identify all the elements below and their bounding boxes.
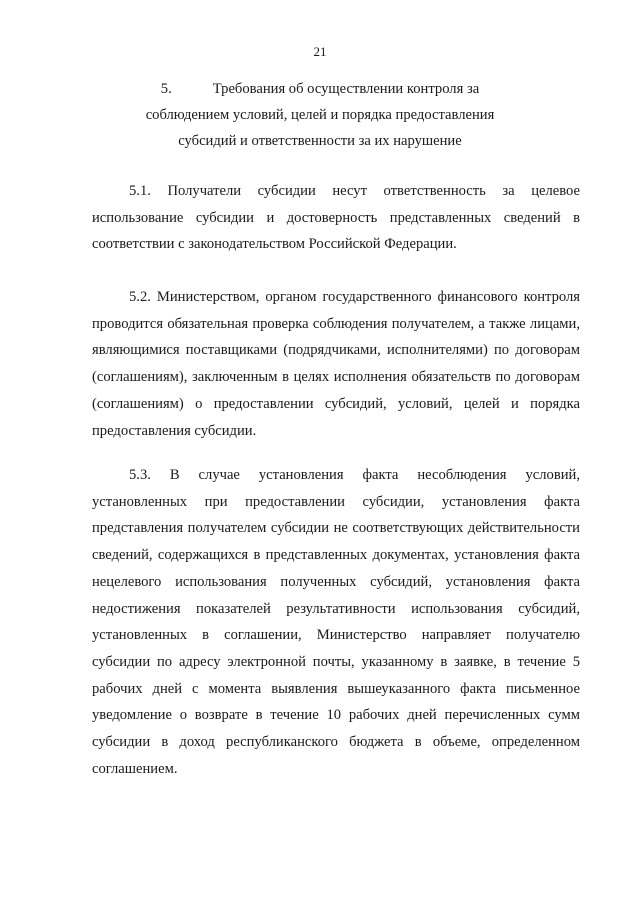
paragraph-number: 5.3. (129, 467, 151, 483)
paragraph-number: 5.1. (129, 183, 151, 199)
paragraph-text: Министерством, органом государственного финансового контроля проводится обязательная проверка соблюдения получателем, а также лицами, являющимися поставщиками (подрядчиками, исполнителями) по договорам (соглашениям), заключенным в целях исполнения обязательств по договорам (соглашениям) о предоставлении субсидий, условий, целей и порядка предоставления субсидии. (92, 289, 580, 439)
section-number: 5. (160, 81, 172, 97)
section-heading-line-1 (70, 76, 570, 102)
section-title-line-3: субсидий и ответственности за их нарушение (178, 133, 462, 149)
section-heading (70, 76, 570, 154)
paragraph-5-3 (92, 462, 580, 782)
page-number: 21 (313, 44, 327, 59)
paragraph-5-1 (92, 178, 580, 258)
paragraph-text: Получатели субсидии несут ответственность за целевое использование субсидии и достоверность представленных сведений в соответствии с законодательством Российской Федерации. (92, 183, 580, 253)
paragraph-text: В случае установления факта несоблюдения условий, установленных при предоставлении субсидии, установления факта представления получателем субсидии не соответствующих действительности сведений, содержащихся в представленных документах, установления факта нецелевого использования полученных субсидий, установления факта недостижения показателей результативности использования субсидий, установленных в соглашении, Министерство направляет получателю субсидии по адресу электронной почты, указанному в заявке, в течение 5 рабочих дней с момента выявления вышеуказанного факта письменное уведомление о возврате в течение 10 рабочих дней перечисленных сумм субсидии в доход республиканского бюджета в объеме, определенном соглашением. (92, 467, 580, 777)
section-title-line-1: Требования об осуществлении контроля за (212, 81, 480, 97)
section-title-line-2: соблюдением условий, целей и порядка предоставления (145, 107, 495, 123)
paragraph-number: 5.2. (129, 289, 151, 305)
paragraph-5-2 (92, 284, 580, 444)
